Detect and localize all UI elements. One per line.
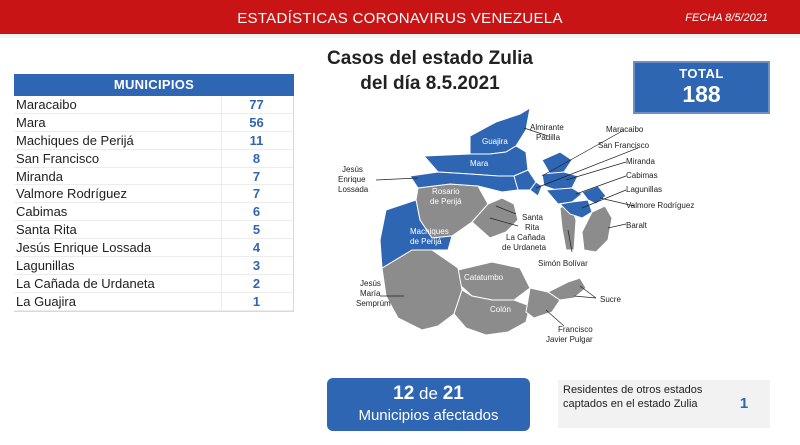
map-label-santa-rita-2: Rita bbox=[525, 223, 540, 232]
map-label-canada-2: de Urdaneta bbox=[502, 243, 547, 252]
zulia-map bbox=[320, 100, 695, 350]
row-value: 7 bbox=[221, 185, 291, 203]
map-label-valmore: Valmore Rodríguez bbox=[626, 201, 695, 210]
map-label-machiques-2: de Perijá bbox=[410, 237, 442, 246]
page-subtitle: del día 8.5.2021 bbox=[360, 73, 500, 94]
row-name: San Francisco bbox=[16, 150, 100, 166]
map-label-catatumbo: Catatumbo bbox=[464, 273, 504, 282]
header-title: ESTADÍSTICAS CORONAVIRUS VENEZUELA bbox=[237, 10, 563, 27]
row-name: La Cañada de Urdaneta bbox=[16, 275, 155, 291]
residents-value: 1 bbox=[718, 380, 770, 428]
header-date: FECHA 8/5/2021 bbox=[685, 12, 768, 24]
map-label-simon-bolivar: Simón Bolívar bbox=[538, 259, 588, 268]
map-label-cabimas: Cabimas bbox=[626, 171, 658, 180]
municipios-header: MUNICIPIOS bbox=[14, 74, 294, 96]
map-label-francisco-2: Javier Pulgar bbox=[546, 335, 593, 344]
map-label-lagunillas: Lagunillas bbox=[626, 185, 663, 194]
row-value: 1 bbox=[221, 293, 291, 311]
row-value: 56 bbox=[221, 114, 291, 132]
map-label-miranda: Miranda bbox=[626, 157, 655, 166]
row-name: Machiques de Perijá bbox=[16, 132, 134, 148]
map-label-jesus-maria-2: María bbox=[360, 289, 381, 298]
affected-connector: de bbox=[419, 384, 438, 403]
row-value: 6 bbox=[221, 203, 291, 221]
top-bar bbox=[0, 0, 800, 38]
map-label-rosario-1: Rosario bbox=[432, 187, 460, 196]
row-name: Valmore Rodríguez bbox=[16, 186, 128, 202]
total-box bbox=[633, 61, 770, 114]
map-label-rosario-2: de Perijá bbox=[430, 197, 462, 206]
map-label-maracaibo: Maracaibo bbox=[606, 125, 644, 134]
table-row bbox=[14, 203, 293, 221]
affected-of: 21 bbox=[442, 383, 464, 404]
map-region-jesus-maria-semprum bbox=[382, 250, 462, 330]
table-row bbox=[14, 114, 293, 132]
total-label: TOTAL bbox=[679, 66, 724, 81]
affected-count: 12 bbox=[393, 383, 415, 404]
table-row bbox=[14, 168, 293, 186]
map-region-santa-rita bbox=[542, 152, 572, 174]
map-label-almirante-1: Almirante bbox=[530, 123, 564, 132]
row-value: 8 bbox=[221, 150, 291, 168]
table-row bbox=[14, 275, 293, 293]
table-row bbox=[14, 293, 293, 311]
row-name: Cabimas bbox=[16, 204, 68, 220]
row-name: Miranda bbox=[16, 168, 63, 184]
table-row bbox=[14, 185, 293, 203]
map-region-miranda bbox=[542, 172, 578, 190]
table-row bbox=[14, 96, 293, 114]
map-label-jesus-maria-3: Semprúm bbox=[356, 299, 391, 308]
map-label-jesus-1: Jesús bbox=[342, 165, 363, 174]
row-value: 7 bbox=[221, 168, 291, 186]
map-label-baralt: Baralt bbox=[626, 221, 647, 230]
row-name: Mara bbox=[16, 114, 46, 130]
map-label-guajira: Guajira bbox=[482, 137, 508, 146]
row-value: 2 bbox=[221, 275, 291, 293]
map-region-guajira bbox=[470, 108, 530, 154]
row-name: La Guajira bbox=[16, 293, 76, 309]
map-label-francisco-1: Francisco bbox=[558, 325, 593, 334]
map-label-san-francisco: San Francisco bbox=[598, 141, 650, 150]
row-name: Maracaibo bbox=[16, 97, 77, 112]
map-label-santa-rita-1: Santa bbox=[522, 213, 543, 222]
map-label-almirante-2: Padilla bbox=[536, 133, 561, 142]
table-row bbox=[14, 132, 293, 150]
row-value: 11 bbox=[221, 132, 291, 150]
affected-box bbox=[327, 378, 530, 431]
row-name: Santa Rita bbox=[16, 222, 77, 238]
municipios-table bbox=[14, 96, 294, 312]
row-value: 77 bbox=[221, 96, 291, 114]
residents-text: Residentes de otros estados captados en el estado Zulia bbox=[563, 384, 703, 410]
affected-label: Municipios afectados bbox=[358, 407, 499, 424]
map-label-mara: Mara bbox=[470, 159, 489, 168]
table-row bbox=[14, 257, 293, 275]
table-row bbox=[14, 221, 293, 239]
page-title: Casos del estado Zulia bbox=[327, 48, 533, 69]
map-label-jesus-3: Lossada bbox=[338, 185, 369, 194]
map-label-colon: Colón bbox=[490, 305, 511, 314]
table-row bbox=[14, 150, 293, 168]
row-name: Lagunillas bbox=[16, 258, 75, 274]
map-label-jesus-maria-1: Jesús bbox=[360, 279, 381, 288]
map-label-canada-1: La Cañada bbox=[506, 233, 546, 242]
row-value: 3 bbox=[221, 257, 291, 275]
row-name: Jesús Enrique Lossada bbox=[16, 240, 152, 256]
map-label-sucre: Sucre bbox=[600, 295, 621, 304]
row-value: 4 bbox=[221, 239, 291, 257]
total-value: 188 bbox=[682, 81, 721, 107]
map-label-jesus-2: Enrique bbox=[338, 175, 366, 184]
map-label-machiques-1: Machiques bbox=[410, 227, 449, 236]
row-value: 5 bbox=[221, 221, 291, 239]
affected-count-line bbox=[327, 383, 530, 405]
table-row bbox=[14, 239, 293, 257]
